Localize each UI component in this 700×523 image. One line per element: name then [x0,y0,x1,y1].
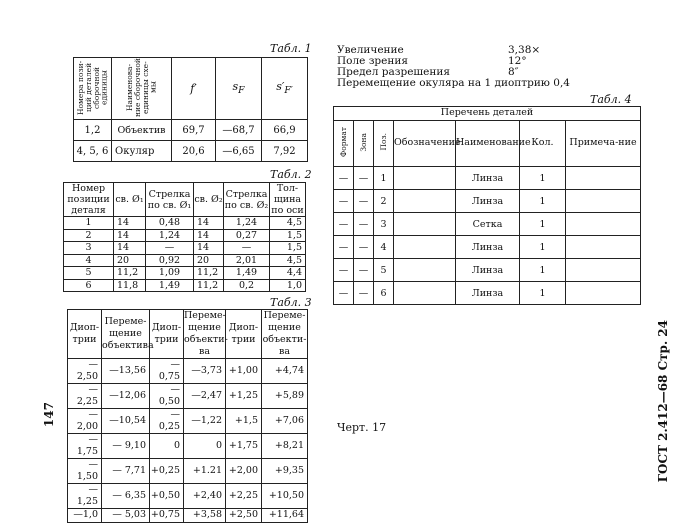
cell: 6 [374,282,394,305]
cell: —2,50 [68,359,102,384]
cell: +10,50 [262,484,308,509]
cell: +0,50 [150,484,184,509]
t2-header: св. Ø₂ [194,183,224,217]
table-row [64,267,306,280]
cell: 14 [114,217,146,230]
cell [394,236,456,259]
table-row [74,141,308,162]
t4-title: Перечень деталей [334,107,641,121]
cell: — [354,167,374,190]
t4-header: Поз. [374,121,394,167]
t2-header: Тол-щина по оси [271,183,304,216]
cell: +1,5 [226,409,262,434]
cell [566,213,641,236]
cell [566,259,641,282]
cell: 1 [520,259,566,282]
table-row [68,509,308,523]
cell [394,190,456,213]
t1-header: $s_F$ [216,58,262,120]
cell: 0,48 [146,217,194,230]
cell: 6 [64,279,114,292]
cell: 4,4 [270,267,306,280]
cell: 3 [64,242,114,255]
cell: 4 [374,236,394,259]
cell: 1,0 [270,279,306,292]
table3 [67,309,308,523]
cell: 14 [114,242,146,255]
cell: 14 [194,242,224,255]
table-row [64,254,306,267]
cell: — [334,167,354,190]
figure-caption: Черт. 17 [337,421,387,434]
table-row [334,213,641,236]
cell: 11,8 [114,279,146,292]
cell [566,167,641,190]
cell: 1,49 [224,267,270,280]
cell: 0,92 [146,254,194,267]
cell: 1 [520,167,566,190]
t1-header: Наименова-ние сборочной единицы схе-мы [112,58,172,120]
cell: Объектив [112,120,172,141]
cell: 14 [114,229,146,242]
cell [394,282,456,305]
cell: — [334,213,354,236]
t4-header: Кол. [520,121,566,167]
cell: Линза [456,236,520,259]
t1-header: $s'_{F'}$ [262,58,308,120]
cell: +0,75 [150,509,184,523]
table-row [68,434,308,459]
t2-header: Стрелка по св. Ø₁ [146,183,194,217]
t4-header: Зона [354,121,374,167]
cell: +11,64 [262,509,308,523]
cell: Линза [456,167,520,190]
cell: —68,7 [216,120,262,141]
cell [566,282,641,305]
t3-header: Переме-щение объекти-ва [184,310,228,357]
table-row [68,359,308,384]
cell: —0,75 [150,359,184,384]
cell [394,167,456,190]
t4-header: Формат [334,121,354,167]
cell: —1,25 [68,484,102,509]
spec-value: 3,38× [508,44,541,56]
table-row [68,384,308,409]
spec-value: 8″ [508,66,519,78]
t2-header: св. Ø₁ [114,183,146,217]
table-row [64,229,306,242]
cell: —1,22 [184,409,226,434]
t2-header: Стрелка по св. Ø₂ [224,183,270,217]
spec-label: Увеличение [337,44,404,56]
table-row [74,120,308,141]
cell: —2,47 [184,384,226,409]
cell: +1,25 [226,384,262,409]
cell: 1 [64,217,114,230]
t3-header: Диоп-трии [226,310,262,359]
cell: 14 [194,229,224,242]
table-row [334,259,641,282]
cell: +9,35 [262,459,308,484]
cell: — 5,03 [102,509,150,523]
cell: 7,92 [262,141,308,162]
cell: — [334,259,354,282]
table-row [334,236,641,259]
cell: 1 [520,282,566,305]
cell: — [334,282,354,305]
cell: 0,2 [224,279,270,292]
cell: +4,74 [262,359,308,384]
cell: 20 [114,254,146,267]
cell: —0,25 [150,409,184,434]
cell: —12,06 [102,384,150,409]
table-row [334,167,641,190]
table2 [63,182,306,292]
cell: 0 [150,434,184,459]
cell: Сетка [456,213,520,236]
t3-header: Переме-щение объекти-ва [262,310,307,357]
side-header: ГОСТ 2.412—68 Стр. 24 [656,320,670,483]
cell: 1 [374,167,394,190]
table-row [334,190,641,213]
cell: 0,27 [224,229,270,242]
cell: 5 [374,259,394,282]
table-row [68,484,308,509]
cell [566,190,641,213]
cell: —0,50 [150,384,184,409]
cell: +1.21 [184,459,226,484]
cell: 1,5 [270,242,306,255]
table2-caption: Табл. 2 [270,168,312,181]
cell: 20,6 [172,141,216,162]
cell: — [334,190,354,213]
cell: — [354,259,374,282]
cell: 1,24 [224,217,270,230]
cell: 2 [374,190,394,213]
cell: 0 [184,434,226,459]
cell: —13,56 [102,359,150,384]
cell: +0,25 [150,459,184,484]
table-row [64,242,306,255]
cell: +3,58 [184,509,226,523]
cell: 1,09 [146,267,194,280]
table4-caption: Табл. 4 [590,93,632,106]
cell: 11,2 [194,279,224,292]
cell: +1,00 [226,359,262,384]
cell: — 9,10 [102,434,150,459]
spec-label: Предел разрешения [337,66,451,78]
cell: — 6,35 [102,484,150,509]
cell: 1,5 [270,229,306,242]
t3-header: Переме-щение объектива [102,310,150,359]
cell: +2,50 [226,509,262,523]
table-row [64,279,306,292]
cell: —2,00 [68,409,102,434]
cell: 14 [194,217,224,230]
table-row [68,459,308,484]
cell: 11,2 [114,267,146,280]
cell: 1 [520,236,566,259]
cell: 66,9 [262,120,308,141]
cell: 3 [374,213,394,236]
cell: 4 [64,254,114,267]
cell: —1,0 [68,509,102,523]
cell: Окуляр [112,141,172,162]
table1-caption: Табл. 1 [270,42,312,55]
t1-header: Номера пози-ций деталей сборочной единицы [74,58,112,120]
cell: +8,21 [262,434,308,459]
table-row [334,282,641,305]
cell: +7,06 [262,409,308,434]
t2-header: Номер позиции деталя [64,183,114,217]
t3-header: Диоп-трии [68,310,102,359]
cell [566,236,641,259]
cell: 69,7 [172,120,216,141]
cell: +2,25 [226,484,262,509]
cell: — [224,242,270,255]
t1-header: f′ [172,58,216,120]
page-number: 147 [42,402,56,428]
cell [394,213,456,236]
cell: Линза [456,190,520,213]
cell: — [354,282,374,305]
cell: —1,50 [68,459,102,484]
table-row [68,409,308,434]
table1 [73,57,308,162]
cell: 4,5 [270,254,306,267]
cell: 1 [520,190,566,213]
cell: 5 [64,267,114,280]
spec-value: 12° [508,55,527,67]
table3-caption: Табл. 3 [270,296,312,309]
cell: 2,01 [224,254,270,267]
cell: 11,2 [194,267,224,280]
spec-label: Перемещение окуляра на 1 диоптрию 0,4 [337,77,570,89]
cell: Линза [456,259,520,282]
cell [394,259,456,282]
cell: 4, 5, 6 [74,141,112,162]
cell: — [354,213,374,236]
cell: —6,65 [216,141,262,162]
cell: — [334,236,354,259]
t4-header: Примеча-ние [566,121,641,167]
table4 [333,106,641,305]
cell: — 7,71 [102,459,150,484]
cell: —1,75 [68,434,102,459]
cell: — [354,236,374,259]
cell: — [146,242,194,255]
cell: —10,54 [102,409,150,434]
cell: 1,49 [146,279,194,292]
t3-header: Диоп-трии [150,310,184,359]
cell: 1 [520,213,566,236]
cell: 1,2 [74,120,112,141]
cell: 2 [64,229,114,242]
cell: +5,89 [262,384,308,409]
cell: +2,40 [184,484,226,509]
t4-header: Обозначение [394,121,456,167]
cell: +1,75 [226,434,262,459]
cell: — [354,190,374,213]
cell: 4,5 [270,217,306,230]
cell: Линза [456,282,520,305]
t4-header: Наименование [456,121,520,167]
cell: 20 [194,254,224,267]
cell: 1,24 [146,229,194,242]
spec-label: Поле зрения [337,55,408,67]
table-row [64,217,306,230]
cell: +2,00 [226,459,262,484]
cell: —2,25 [68,384,102,409]
cell: —3,73 [184,359,226,384]
